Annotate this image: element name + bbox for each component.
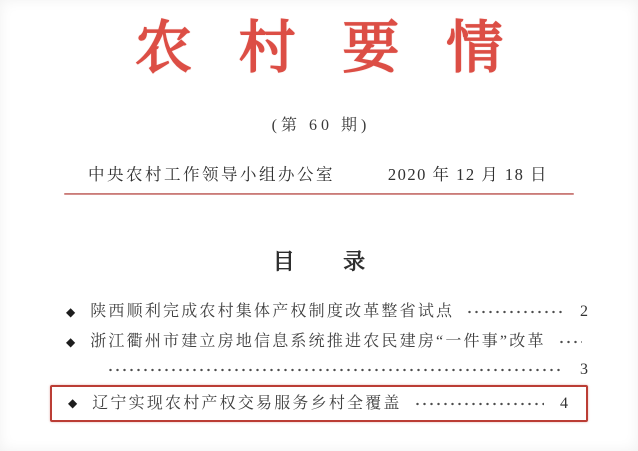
- diamond-bullet-icon: ◆: [68, 396, 78, 410]
- toc-page-number: 4: [560, 395, 568, 412]
- toc-list: [0, 297, 638, 422]
- toc-item-title: 浙江衢州市建立房地信息系统推进农民建房“一件事”改革: [90, 333, 546, 350]
- meta-row: [0, 161, 638, 185]
- publisher-name: 中央农村工作领导小组办公室: [88, 165, 335, 184]
- toc-item-title: 辽宁实现农村产权交易服务乡村全覆盖: [92, 395, 402, 412]
- publication-date: 2020 年 12 月 18 日: [387, 165, 548, 184]
- dot-leader: [107, 363, 564, 377]
- publication-title: 农村要情: [134, 17, 550, 80]
- header-divider: [64, 193, 574, 195]
- toc-item-2: [50, 327, 588, 357]
- toc-item-1: [50, 297, 588, 327]
- toc-page-number: 2: [580, 303, 588, 320]
- issue-number: (第 60 期): [271, 117, 371, 134]
- dot-leader: [414, 397, 544, 411]
- toc-item-3: [62, 389, 568, 418]
- toc-item-2-continuation: [50, 357, 588, 383]
- dot-leader: [466, 305, 564, 319]
- dot-leader: [558, 335, 582, 349]
- diamond-bullet-icon: ◆: [66, 335, 76, 349]
- toc-page-number: 3: [580, 361, 588, 378]
- toc-item-title: 陕西顺利完成农村集体产权制度改革整省试点: [90, 303, 455, 320]
- diamond-bullet-icon: ◆: [66, 305, 76, 319]
- highlight-annotation-box: [50, 385, 588, 422]
- toc-heading: 目录: [272, 249, 414, 274]
